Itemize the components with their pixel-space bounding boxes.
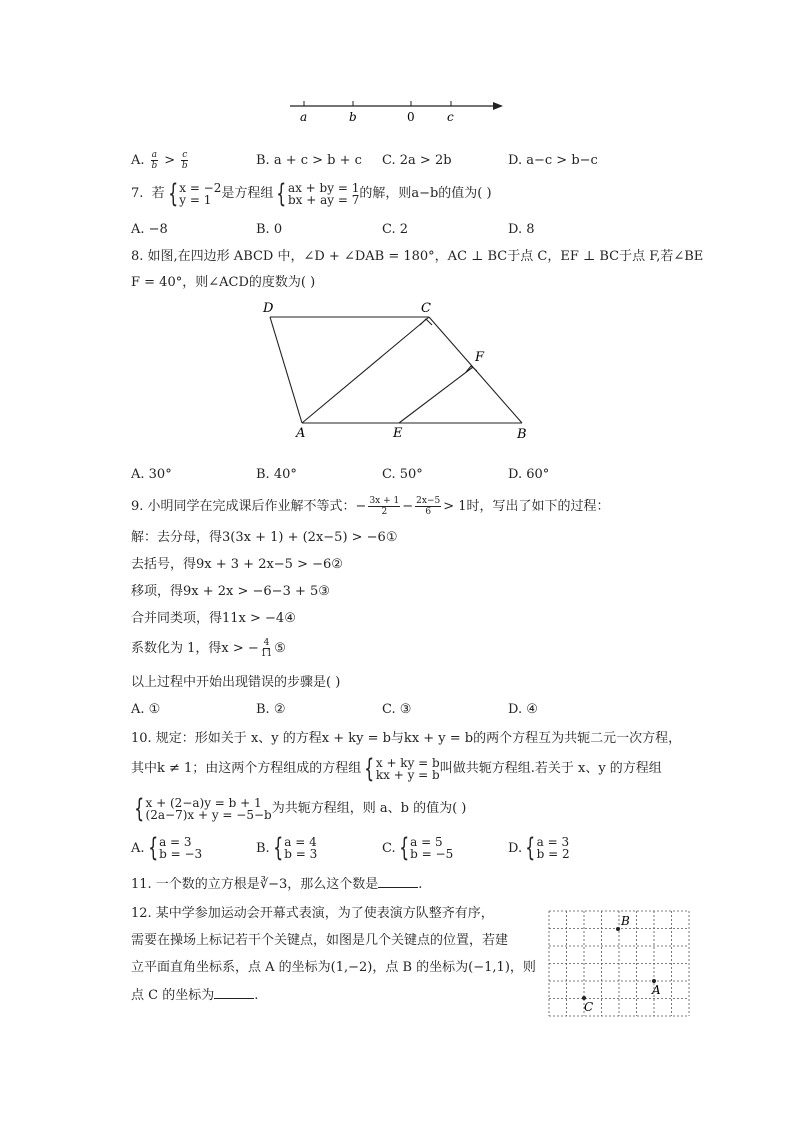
q9-question: 以上过程中开始出现错误的步骤是( ): [131, 675, 341, 690]
q9-step-3: 移项，得9x + 2x > −6−3 + 5③: [131, 584, 330, 599]
q9-option-d[interactable]: D. ④: [508, 702, 538, 717]
nl-label-0: 0: [407, 110, 415, 124]
point-B: [616, 927, 620, 931]
q12-answer-blank[interactable]: [214, 986, 254, 999]
q9-option-c[interactable]: C. ③: [382, 702, 412, 717]
q7-option-a[interactable]: A. −8: [131, 222, 168, 237]
q12-line4: 点 C 的坐标为 .: [131, 988, 259, 1003]
q12-line3: 立平面直角坐标系，点 A 的坐标为(1,−2)，点 B 的坐标为(−1,1)，则: [131, 960, 536, 975]
q7-stem: 7. 若 { x = −2 y = 1 是方程组 { ax + by = 1 bx + ay = 7 的解，则a−b的值为( ): [131, 179, 492, 209]
q7-option-d[interactable]: D. 8: [508, 222, 535, 237]
q7-option-c[interactable]: C. 2: [382, 222, 409, 237]
q12-line1: 12. 某中学参加运动会开幕式表演，为了使表演方队整齐有序，: [131, 906, 494, 921]
q8-option-a[interactable]: A. 30°: [131, 467, 172, 482]
label-C: C: [421, 301, 431, 316]
q9-step-1: 解：去分母，得3(3x + 1) + (2x−5) > −6①: [131, 530, 398, 545]
q12-grid-figure: [548, 910, 690, 1018]
q8-stem-line1: 8. 如图,在四边形 ABCD 中，∠D + ∠DAB = 180°，AC ⊥ BC于点 C，EF ⊥ BC于点 F,若∠BE: [131, 249, 704, 264]
q10-stem-line3: { x + (2−a)y = b + 1 (2a−7)x + y = −5−b 为共轭方程组，则 a、b 的值为( ): [134, 794, 467, 824]
q8-quadrilateral-figure: [255, 295, 540, 445]
q9-step-2: 去括号，得9x + 3 + 2x−5 > −6②: [131, 557, 343, 572]
q10-stem-line2: 其中k ≠ 1；由这两个方程组成的方程组 { x + ky = b kx + y = b 叫做共轭方程组.若关于 x、y 的方程组: [131, 754, 662, 784]
grid-label-B: B: [621, 914, 630, 928]
q10-option-a[interactable]: A. { a = 3 b = −3: [131, 833, 203, 863]
q6-option-d[interactable]: D. a−c > b−c: [508, 153, 598, 168]
q9-step-5: 系数化为 1，得x > − $\frac{4}{11}$ ⑤: [131, 638, 286, 659]
q6-option-b[interactable]: B. a + c > b + c: [256, 153, 362, 168]
q11-stem: 11. 一个数的立方根是∛−3，那么这个数是 .: [131, 877, 423, 892]
q10-option-b[interactable]: B. { a = 4 b = 3: [256, 833, 318, 863]
label-A: A: [296, 426, 306, 441]
q9-stem: 9. 小明同学在完成课后作业解不等式： − $\frac{3x + 1}{2}$ − $\frac{2x-5}{6}$ > 1时，写出了如下的过程：: [131, 496, 610, 517]
q11-answer-blank[interactable]: [378, 875, 418, 888]
label-F: F: [475, 350, 485, 365]
q10-option-d[interactable]: D. { a = 3 b = 2: [508, 833, 570, 863]
q8-stem-line2: F = 40°，则∠ACD的度数为( ): [131, 275, 316, 290]
q9-option-a[interactable]: A. ①: [131, 702, 161, 717]
q9-step-4: 合并同类项，得11x > −4④: [131, 611, 296, 626]
nl-label-c: c: [447, 110, 454, 124]
label-E: E: [393, 426, 403, 441]
number-line: [285, 95, 510, 125]
q10-option-c[interactable]: C. { a = 5 b = −5: [382, 833, 454, 863]
grid-label-C: C: [584, 1000, 594, 1014]
label-D: D: [263, 301, 274, 316]
q9-option-b[interactable]: B. ②: [256, 702, 286, 717]
q8-option-b[interactable]: B. 40°: [256, 467, 297, 482]
q7-option-b[interactable]: B. 0: [256, 222, 283, 237]
nl-label-b: b: [349, 110, 357, 124]
q6-option-a[interactable]: A. $\frac{a}{b}$ > $\frac{c}{b}$: [131, 150, 188, 171]
q12-line2: 需要在操场上标记若干个关键点，如图是几个关键点的位置，若建: [131, 933, 509, 948]
q8-option-d[interactable]: D. 60°: [508, 467, 550, 482]
nl-label-a: a: [300, 110, 308, 124]
grid-label-A: A: [652, 983, 661, 997]
label-B: B: [517, 427, 527, 442]
q8-option-c[interactable]: C. 50°: [382, 467, 423, 482]
q6-option-c[interactable]: C. 2a > 2b: [382, 153, 452, 168]
q10-stem-line1: 10. 规定：形如关于 x、y 的方程x + ky = b与kx + y = b的两个方程互为共轭二元一次方程，: [131, 731, 682, 746]
